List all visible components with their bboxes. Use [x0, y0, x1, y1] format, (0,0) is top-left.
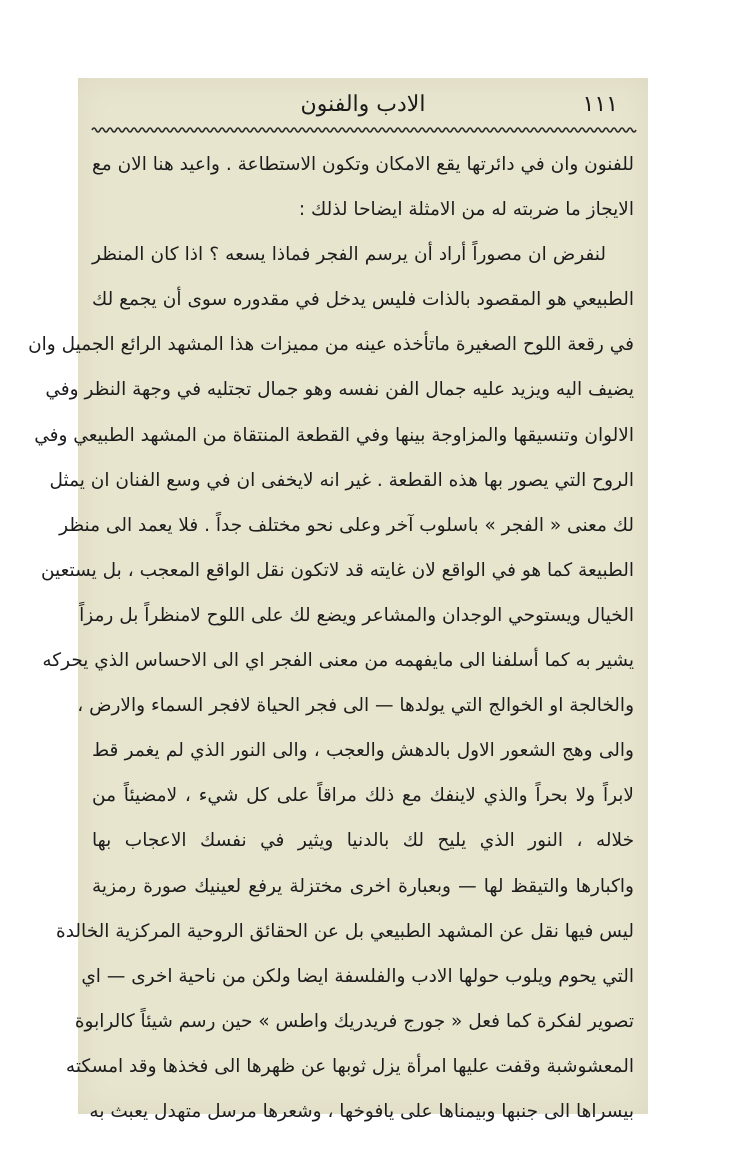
- text-line: في رقعة اللوح الصغيرة ماتأخذه عينه من مميزات هذا المشهد الرائع الجميل وان: [28, 334, 634, 356]
- text-line: الروح التي يصور بها هذه القطعة . غير انه لايخفى ان في وسع الفنان ان يمثل: [49, 469, 634, 491]
- text-line: للفنون وان في دائرتها يقع الامكان وتكون الاستطاعة . واعيد هنا الان مع: [91, 154, 634, 175]
- running-title: الادب والفنون: [300, 92, 426, 117]
- body-text: [28, 142, 634, 1134]
- text-line: واكبارها والتيقظ لها — وبعبارة اخرى مختزلة يرفع لعينيك صورة رمزية: [92, 875, 634, 897]
- wavy-rule: [92, 124, 634, 136]
- text-line: التي يحوم ويلوب حولها الادب والفلسفة ايضا ولكن من ناحية اخرى — اي: [81, 965, 634, 987]
- text-line: لابراً ولا بحراً والذي لاينفك مع ذلك مراقاً على كل شيء ، لامضيئاً من: [92, 785, 634, 807]
- page-number: ١١١: [582, 92, 618, 117]
- text-line: والخالجة او الخوالج التي يولدها — الى فجر الحياة لافجر السماء والارض ،: [77, 695, 634, 717]
- text-line: لنفرض ان مصوراً أراد أن يرسم الفجر فماذا يسعه ؟ اذا كان المنظر: [92, 244, 606, 266]
- text-line: الخيال ويستوحي الوجدان والمشاعر ويضع لك على اللوح لامنظراً بل رمزاً: [79, 604, 634, 626]
- text-line: لك معنى « الفجر » باسلوب آخر وعلى نحو مختلف جداً . فلا يعمد الى منظر: [59, 514, 634, 536]
- text-line: يشير به كما أسلفنا الى مايفهمه من معنى الفجر اي الى الاحساس الذي يحركه: [42, 650, 634, 672]
- text-line: خلاله ، النور الذي يليح لك بالدنيا ويثير في نفسك الاعجاب بها: [92, 830, 634, 852]
- book-page: [28, 78, 648, 1122]
- text-line: المعشوشبة وقفت عليها امرأة يزل ثوبها عن ظهرها الى فخذها وقد امسكته: [65, 1055, 634, 1077]
- text-line: بيسراها الى جنبها وبيمناها على يافوخها ، وشعرها مرسل متهدل يعبث به: [89, 1100, 634, 1122]
- text-line: الالوان وتنسيقها والمزاوجة بينها وفي القطعة المنتقاة من المشهد الطبيعي وفي: [34, 424, 634, 446]
- text-line: تصوير لفكرة كما فعل « جورج فريدريك واطس » حين رسم شيئاً كالرابوة: [74, 1010, 634, 1032]
- text-line: الطبيعة كما هو في الواقع لان غايته قد لاتكون نقل الواقع المعجب ، بل يستعين: [40, 559, 634, 581]
- text-line: والى وهج الشعور الاول بالدهش والعجب ، والى النور الذي لم يغمر قط: [92, 740, 634, 762]
- page-header: [78, 92, 648, 122]
- text-line: الايجاز ما ضربته له من الامثلة ايضاحا لذلك :: [298, 199, 634, 221]
- text-line: ليس فيها نقل عن المشهد الطبيعي بل عن الحقائق الروحية المركزية الخالدة: [56, 920, 634, 942]
- text-line: يضيف اليه ويزيد عليه جمال الفن نفسه وهو جمال تجتليه في وجهة النظر وفي: [45, 379, 634, 401]
- text-line: الطبيعي هو المقصود بالذات فليس يدخل في مقدوره سوى أن يجمع لك: [92, 289, 634, 311]
